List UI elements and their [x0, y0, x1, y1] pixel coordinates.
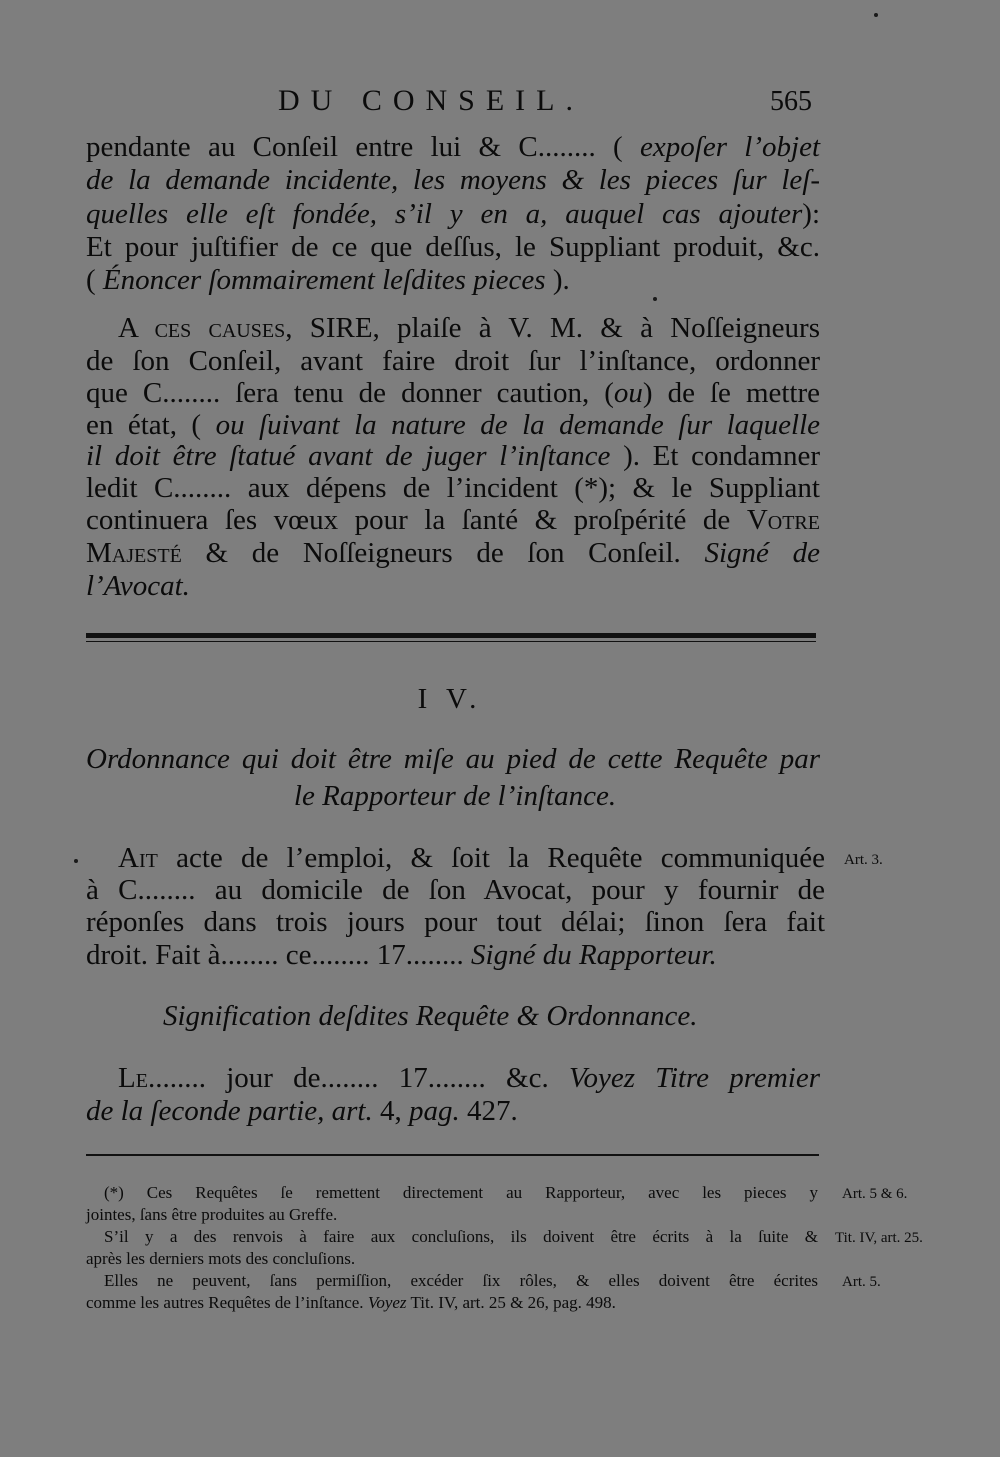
paragraph-2-line-2: de ſon Conſeil, avant faire droit ſur l’inſtance, ordonner	[86, 345, 820, 377]
paragraph-2-line-4: en état, ( ou ſuivant la nature de la demande ſur laquelle	[86, 409, 820, 441]
paragraph-2-line-1: A ces causes, SIRE, plaiſe à V. M. & à Noſſeigneurs	[118, 312, 820, 344]
paragraph-2-line-7: continuera ſes vœux pour la ſanté & proſpérité de Votre	[86, 504, 820, 536]
footnote-3-line-2: comme les autres Requêtes de l’inſtance. Voyez Tit. IV, art. 25 & 26, pag. 498.	[86, 1293, 616, 1312]
scan-speck	[653, 297, 657, 301]
footnote-2-line-1: S’il y a des renvois à faire aux concluſions, ils doivent être écrits à la ſuite &	[104, 1227, 818, 1246]
footnote-2-line-2: après les derniers mots des concluſions.	[86, 1249, 356, 1268]
paragraph-1-line-1: pendante au Conſeil entre lui & C........ ( expoſer l’objet	[86, 131, 820, 163]
signification-line-2: de la ſeconde partie, art. 4, pag. 427.	[86, 1095, 518, 1127]
margin-note-art-5-6: Art. 5 & 6.	[842, 1186, 908, 1202]
paragraph-1-line-4: Et pour juſtifier de ce que deſſus, le Suppliant produit, &c.	[86, 231, 820, 263]
paragraph-3-line-4: droit. Fait à........ ce........ 17........ Signé du Rapporteur.	[86, 939, 717, 971]
section-number: I V.	[417, 683, 483, 715]
footnote-divider	[86, 1154, 819, 1156]
footnote-1-line-1: (*) Ces Requêtes ſe remettent directement au Rapporteur, avec les pieces y	[104, 1183, 818, 1202]
section-divider-thick	[86, 633, 816, 638]
section-heading-line-2: le Rapporteur de l’inſtance.	[293, 780, 617, 812]
footnote-3-line-1: Elles ne peuvent, ſans permiſſion, excéder ſix rôles, & elles doivent être écrites	[104, 1271, 818, 1290]
paragraph-2-line-5: il doit être ſtatué avant de juger l’inſtance ). Et condamner	[86, 440, 820, 472]
paragraph-2-line-6: ledit C........ aux dépens de l’incident (*); & le Suppliant	[86, 472, 820, 504]
paragraph-2-line-9: l’Avocat.	[86, 570, 190, 602]
paragraph-1-line-3: quelles elle eſt fondée, s’il y en a, auquel cas ajouter):	[86, 198, 820, 230]
section-heading-line-1: Ordonnance qui doit être miſe au pied de cette Requête par	[86, 743, 820, 775]
scan-speck	[74, 859, 78, 863]
section-divider-thin	[86, 641, 816, 642]
scan-speck	[874, 13, 878, 17]
paragraph-2-line-8: Majesté & de Noſſeigneurs de ſon Conſeil. Signé de	[86, 537, 820, 569]
paragraph-3-line-2: à C........ au domicile de ſon Avocat, pour y fournir de	[86, 874, 825, 906]
page-number: 565	[770, 86, 812, 117]
paragraph-2-line-3: que C........ ſera tenu de donner caution, (ou) de ſe mettre	[86, 377, 821, 409]
margin-note-art-5: Art. 5.	[842, 1274, 881, 1290]
margin-note-tit-4: Tit. IV, art. 25.	[835, 1230, 923, 1246]
signification-heading: Signification deſdites Requête & Ordonnance.	[163, 1000, 698, 1032]
signification-line-1: Le........ jour de........ 17........ &c. Voyez Titre premier	[118, 1062, 821, 1094]
paragraph-3-line-1: Ait acte de l’emploi, & ſoit la Requête communiquée	[118, 842, 825, 874]
footnote-1-line-2: jointes, ſans être produites au Greffe.	[86, 1205, 338, 1224]
paragraph-1-line-5: ( Énoncer ſommairement leſdites pieces ).	[86, 264, 570, 296]
paragraph-3-line-3: réponſes dans trois jours pour tout délai; ſinon ſera fait	[86, 906, 825, 938]
running-title: DU CONSEIL.	[278, 84, 584, 117]
paragraph-1-line-2: de la demande incidente, les moyens & les pieces ſur leſ-	[86, 164, 820, 196]
margin-note-art-3: Art. 3.	[844, 852, 883, 868]
